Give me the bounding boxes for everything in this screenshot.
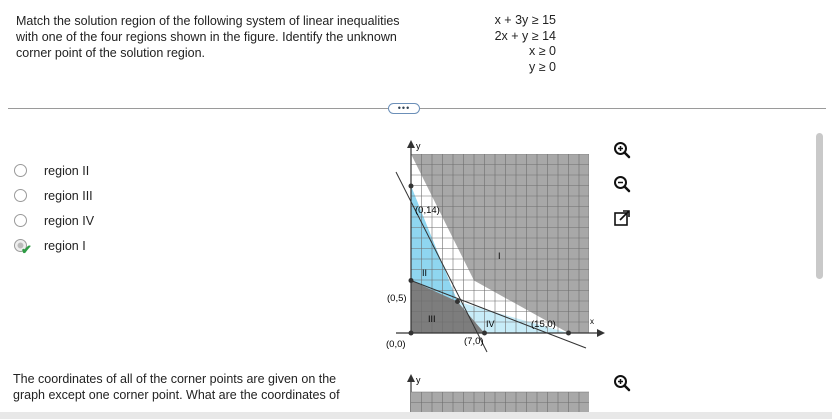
y-axis-label: y — [416, 375, 421, 385]
label-region-i: I — [498, 251, 501, 261]
y-axis-label: y — [416, 141, 421, 151]
region-graph — [380, 138, 610, 353]
option-label: region II — [44, 163, 90, 178]
graph-area — [411, 392, 589, 412]
question-line-3: corner point of the solution region. — [16, 46, 206, 60]
y-axis-arrow — [407, 374, 415, 382]
point-0-0-dot — [409, 331, 414, 336]
question-line-1: Match the solution region of the following system of linear inequalities — [16, 14, 400, 28]
scrollbar-thumb[interactable] — [816, 133, 823, 279]
label-point-7-0: (7,0) — [464, 336, 484, 347]
point-0-14-dot — [409, 184, 414, 189]
zoom-out-icon[interactable] — [612, 174, 632, 194]
label-point-0-5: (0,5) — [387, 293, 407, 304]
question-line-2: with one of the four regions shown in the figure. Identify the unknown — [16, 30, 397, 44]
expand-more-button[interactable]: ••• — [388, 103, 420, 114]
light-band — [396, 172, 411, 186]
label-point-0-14: (0,14) — [415, 205, 440, 216]
radio-button-selected[interactable] — [14, 239, 32, 257]
answer-options — [14, 158, 94, 258]
option-region-ii[interactable] — [14, 158, 94, 183]
point-0-5-dot — [409, 278, 414, 283]
follow-up-question — [13, 371, 363, 403]
radio-button[interactable] — [14, 189, 27, 202]
option-region-iii[interactable] — [14, 183, 94, 208]
second-graph — [395, 372, 595, 412]
label-point-15-0: (15,0) — [531, 319, 556, 330]
follow-up-line-1: The coordinates of all of the corner points are given on the — [13, 372, 337, 386]
x-axis-arrow — [597, 329, 605, 337]
inequality-2: 2x + y ≥ 14 — [494, 28, 556, 43]
label-point-0-0: (0,0) — [386, 339, 406, 350]
zoom-in-icon[interactable] — [612, 140, 632, 160]
option-label: region I — [44, 238, 86, 253]
correct-check-icon: ✔ — [21, 242, 32, 257]
radio-button[interactable] — [14, 214, 27, 227]
follow-up-line-2: graph except one corner point. What are the coordinates of — [13, 388, 340, 402]
bottom-bar — [0, 412, 832, 419]
inequality-1: x + 3y ≥ 15 — [494, 13, 556, 27]
option-label: region III — [44, 188, 93, 203]
option-region-iv[interactable] — [14, 208, 94, 233]
point-unknown-dot — [455, 299, 460, 304]
point-15-0-dot — [566, 331, 571, 336]
inequality-system — [495, 13, 556, 75]
option-label: region IV — [44, 213, 95, 228]
point-7-0-dot — [482, 331, 487, 336]
label-region-iv: IV — [486, 319, 495, 329]
zoom-in-icon[interactable] — [612, 373, 632, 393]
question-text — [16, 13, 436, 61]
option-region-i[interactable] — [14, 233, 94, 258]
label-region-ii: II — [422, 268, 428, 278]
label-region-iii: III — [428, 314, 436, 324]
x-axis-label: x — [590, 317, 594, 326]
inequality-3: x ≥ 0 — [528, 44, 556, 58]
radio-button[interactable] — [14, 164, 27, 177]
external-link-icon[interactable] — [612, 208, 632, 228]
y-axis-arrow — [407, 140, 415, 148]
inequality-4: y ≥ 0 — [528, 59, 556, 74]
